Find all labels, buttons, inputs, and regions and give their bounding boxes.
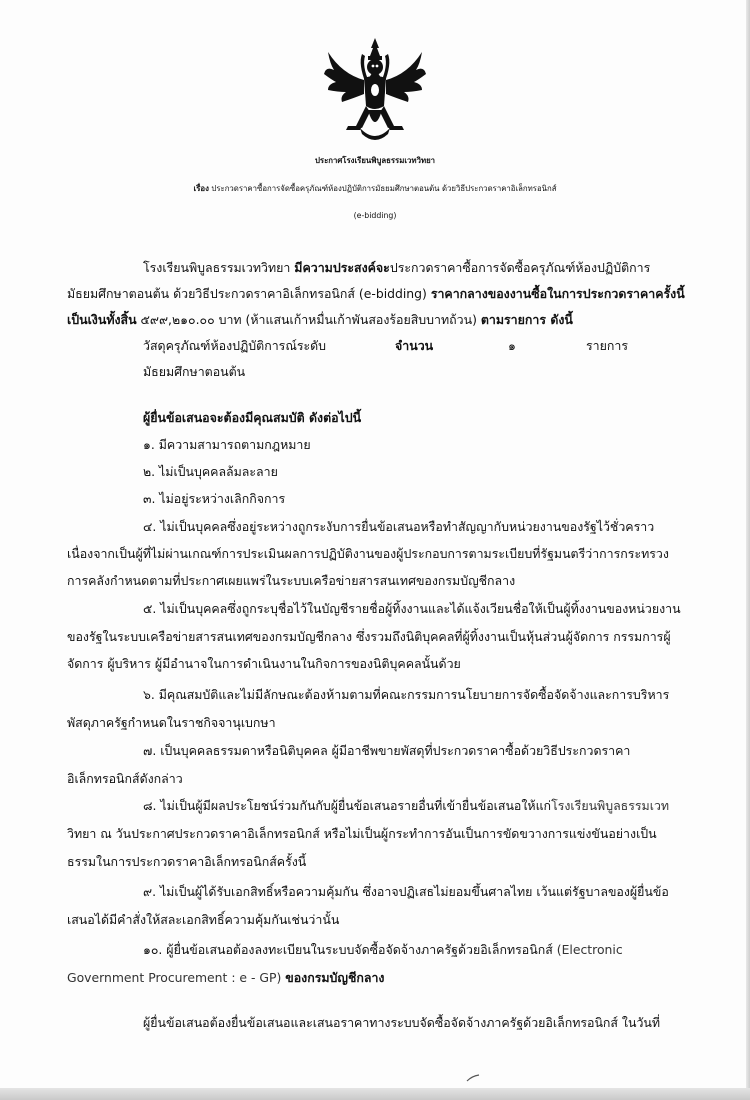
item-qty: ๑ [508,338,516,353]
qualification-2: ๒. ไม่เป็นบุคคลล้มละลาย [143,464,278,479]
qualification-10-english: (Electronic [552,942,623,957]
garuda-emblem-icon [322,34,428,146]
qualification-10-text: ๑๐. ผู้ยื่นข้อเสนอต้องลงทะเบียนในระบบจัดซื้อจัดจ้างภาครัฐด้วยอิเล็กทรอนิกส์ [143,942,553,957]
qualification-3: ๓. ไม่อยู่ระหว่างเลิกกิจการ [143,491,286,506]
qualification-1: ๑. มีความสามารถตามกฎหมาย [143,437,311,452]
item-name-line-1: วัสดุครุภัณฑ์ห้องปฏิบัติการณ์ระดับ [143,338,327,353]
total-amount: ๕๙๙,๒๑๐.๐๐ บาท (ห้าแสนเก้าหมื่นเก้าพันสองร้อยสิบบาทถ้วน) [136,312,481,327]
qualification-10-egp: Government Procurement : e - GP) [67,970,286,985]
qualification-10-line-2 [67,969,385,987]
qualification-8-line-2 [67,825,657,843]
qualification-4-line-3: การคลังกำหนดตามที่ประกาศเผยแพร่ในระบบเครือข่ายสารสนเทศของกรมบัญชีกลาง [67,573,516,588]
intro-line-1 [143,259,650,277]
qualification-5-line-1: ๕. ไม่เป็นบุคคลซึ่งถูกระบุชื่อไว้ในบัญชีรายชื่อผู้ทิ้งงานและได้แจ้งเวียนชื่อให้เป็นผู้ทิ้งงานของหน่วยงาน [143,601,681,616]
item-qty-label: จำนวน [395,338,434,353]
qualification-10-line-1 [143,941,623,959]
subject-method: (e-bidding) [353,211,397,220]
qualification-8-school-end: วิทยา ณ [67,826,116,841]
subject-line [0,180,750,198]
qualification-8-school: โรงเรียนพิบูลธรรมเวท [551,798,670,813]
intro-line-3 [67,311,573,329]
items-label: ตามรายการ ดังนี้ [480,312,573,327]
page-edge-right [746,0,750,1100]
total-label: เป็นเงินทั้งสิ้น [67,312,137,327]
intro-line-2 [67,285,685,303]
qualification-5-line-2: ของรัฐในระบบเครือข่ายสารสนเทศของกรมบัญชีกลาง ซึ่งรวมถึงนิติบุคคลที่ผู้ทิ้งงานเป็นหุ้นส่วนผู้จัดการ กรรมการผู้ [67,629,671,644]
qualification-6-line-1: ๖. มีคุณสมบัติและไม่มีลักษณะต้องห้ามตามที่คณะกรรมการนโยบายการจัดซื้อจัดจ้างและการบริหาร [143,687,670,702]
pen-stroke-mark [466,1074,480,1082]
school-name: โรงเรียนพิบูลธรรมเวทวิทยา [143,260,295,275]
qualification-8-text: ๘. ไม่เป็นผู้มีผลประโยชน์ร่วมกันกับผู้ยื่นข้อเสนอรายอื่นที่เข้ายื่นข้อเสนอให้แก่ [143,798,552,813]
qualification-5-line-3: จัดการ ผู้บริหาร ผู้มีอำนาจในการดำเนินงานในกิจการของนิติบุคคลนั้นด้วย [67,656,461,671]
item-name-line-2: มัธยมศึกษาตอนต้น [143,364,246,379]
closing-paragraph: ผู้ยื่นข้อเสนอต้องยื่นข้อเสนอและเสนอราคาทางระบบจัดซื้อจัดจ้างภาครัฐด้วยอิเล็กทรอนิกส์ ในวันที่ [143,1015,661,1030]
qualification-6-line-2: พัสดุภาครัฐกำหนดในราชกิจจานุเบกษา [67,715,276,730]
page-edge-bottom [0,1088,750,1100]
qualification-4-line-2: เนื่องจากเป็นผู้ที่ไม่ผ่านเกณฑ์การประเมินผลการปฏิบัติงานของผู้ประกอบการตามระเบียบที่รัฐมนตรีว่าการกระทรวง [67,546,669,561]
qualification-7-line-1: ๗. เป็นบุคคลธรรมดาหรือนิติบุคคล ผู้มีอาชีพขายพัสดุที่ประกวดราคาซื้อด้วยวิธีประกวดราคา [143,743,631,758]
qualification-10-agency: ของกรมบัญชีกลาง [285,970,385,985]
qualification-9-line-1: ๙. ไม่เป็นผู้ได้รับเอกสิทธิ์หรือความคุ้มกัน ซึ่งอาจปฏิเสธไม่ยอมขึ้นศาลไทย เว้นแต่รัฐบาลของผู้ยื่นข้อ [143,884,669,899]
qualification-4-line-1: ๔. ไม่เป็นบุคคลซึ่งอยู่ระหว่างถูกระงับการยื่นข้อเสนอหรือทำสัญญากับหน่วยงานของรัฐไว้ชั่วคราว [143,519,655,534]
subject-text: ประกวดราคาซื้อการจัดซื้อครุภัณฑ์ห้องปฏิบัติการมัธยมศึกษาตอนต้น ด้วยวิธีประกวดราคาอิเล็กทรอนิกส์ [211,184,557,193]
qualification-8-line-1 [143,797,669,815]
qualification-8-text-2: วันประกาศประกวดราคาอิเล็กทรอนิกส์ หรือไม่เป็นผู้กระทำการอันเป็นการขัดขวางการแข่งขันอย่างเป็น [115,826,657,841]
intro-purpose: ประกวดราคาซื้อการจัดซื้อครุภัณฑ์ห้องปฏิบัติการ [389,260,651,275]
intro-intent: มีความประสงค์จะ [294,260,390,275]
intro-median-price-label: ราคากลางของงานซื้อในการประกวดราคาครั้งนี้ [430,286,685,301]
qualifications-heading: ผู้ยื่นข้อเสนอจะต้องมีคุณสมบัติ ดังต่อไปนี้ [143,410,362,425]
intro-method: มัธยมศึกษาตอนต้น ด้วยวิธีประกวดราคาอิเล็กทรอนิกส์ (e-bidding) [67,286,431,301]
item-unit: รายการ [586,338,628,353]
qualification-8-line-3: ธรรมในการประกวดราคาอิเล็กทรอนิกส์ครั้งนี้ [67,854,307,869]
subject-label: เรื่อง [193,184,209,193]
announcement-title: ประกาศโรงเรียนพิบูลธรรมเวทวิทยา [314,156,436,165]
qualification-9-line-2: เสนอได้มีคำสั่งให้สละเอกสิทธิ์ความคุ้มกันเช่นว่านั้น [67,912,340,927]
qualification-7-line-2: อิเล็กทรอนิกส์ดังกล่าว [67,771,183,786]
